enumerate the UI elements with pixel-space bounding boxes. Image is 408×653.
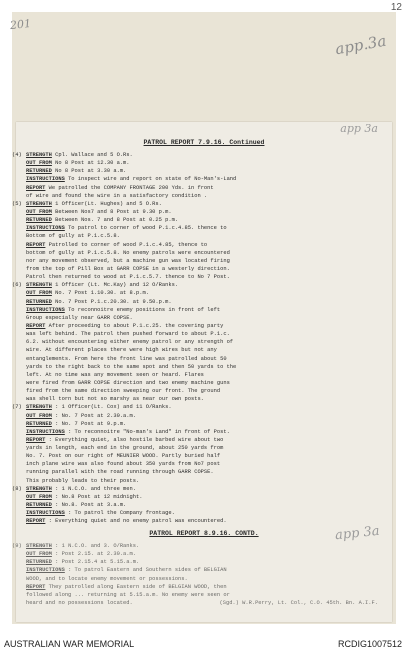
footer-record-id: RCDIG1007512 (337, 639, 402, 649)
field-text: running parallel with the road running through GARR COPSE. (26, 469, 214, 476)
report-line (26, 249, 372, 257)
report-line (12, 281, 372, 289)
field-text: : No. 7 Post at 9.p.m. (51, 420, 127, 427)
field-text: 1 Officer (Lt. Mc.Kay) and 12 O/Ranks. (51, 282, 179, 289)
report-line (26, 575, 372, 583)
report-line (26, 330, 372, 338)
field-text: 6.2. without encountering either enemy patrol or any strength of (26, 339, 234, 346)
patrol-number: (4) (12, 152, 22, 158)
report-line (26, 273, 372, 281)
page-number: 12 (390, 2, 402, 13)
field-text: followed along ... returning at 5.15.a.m. No enemy were seen or (26, 591, 230, 598)
field-text: heard and no possessions located. (26, 599, 133, 606)
field-text: Cpl. Wallace and 5 O.Rs. (51, 152, 133, 158)
field-label: STRENGTH (26, 404, 52, 411)
patrol-number: (7) (12, 404, 22, 411)
report-line (26, 314, 372, 322)
field-text: : No.8. Post at 3.a.m. (51, 502, 127, 509)
report-line (12, 403, 372, 411)
field-text: : Everything quiet and no enemy patrol was encountered. (45, 518, 227, 525)
field-label: RETURNED (26, 298, 52, 305)
field-label: RETURNED (26, 168, 52, 175)
report-title-2-text: PATROL REPORT 8.9.16. CONTD. (149, 530, 259, 537)
report-line (12, 485, 372, 493)
field-label: STRENGTH (26, 485, 52, 492)
field-label: INSTRUCTIONS (26, 176, 65, 183)
report-line (26, 175, 372, 183)
signature-line: (Sgd.) W.R.Perry, Lt. Col., C.O. 45th. Bn. A.I.F. (219, 600, 378, 606)
report-line (26, 192, 372, 200)
field-label: INSTRUCTIONS (26, 567, 65, 574)
field-text: : No.8 Post at 12 midnight. (51, 493, 143, 500)
report-body-2 (12, 542, 372, 607)
field-text: After proceeding to about P.1.c.25. the covering party (45, 322, 224, 329)
field-label: OUT FROM (26, 290, 52, 297)
field-text: of wire and found the wire in a satisfactory condition . (26, 192, 208, 199)
field-text: This probably leads to their posts. (26, 477, 140, 484)
pencil-annotation-top-right: app.3a (333, 31, 388, 59)
report-line (26, 591, 372, 599)
field-label: INSTRUCTIONS (26, 225, 65, 232)
field-text: They patrolled along Eastern side of BELGIAN WOOD, then (45, 583, 227, 590)
field-text: yards in length, each end in the ground, about 250 yards from (26, 445, 224, 452)
report-line (26, 322, 372, 330)
report-line (26, 224, 372, 232)
field-text: : To reconnoitre "No-man's Land" in front of Post. (64, 428, 230, 435)
report-line (26, 566, 372, 574)
field-label: INSTRUCTIONS (26, 306, 65, 313)
field-text: To inspect wire and report on state of No-Man's-Land (64, 176, 237, 183)
field-label: STRENGTH (26, 152, 52, 158)
report-line (26, 583, 372, 591)
report-line (26, 477, 372, 485)
patrol-number: (9) (12, 543, 22, 549)
field-label: OUT FROM (26, 412, 52, 419)
patrol-number: (5) (12, 200, 22, 207)
field-label: REPORT (26, 322, 46, 329)
patrol-number: (6) (12, 282, 22, 289)
report-line (26, 289, 372, 297)
field-text: Bottom of gully at P.1.c.5.8. (26, 233, 120, 240)
field-text: : To patrol the Company frontage. (64, 510, 175, 517)
field-text: were fired from GARR COPSE direction and two enemy machine guns (26, 379, 230, 386)
field-text: No. 7 Post 1.10.30. at 8.p.m. (51, 290, 149, 297)
field-text: No. 7. Post on our right of MEUNIER WOOD. Partly buried half (26, 453, 221, 460)
report-line (26, 265, 372, 273)
field-text: To reconnoitre enemy positions in front of left (64, 306, 221, 313)
field-label: RETURNED (26, 502, 52, 509)
field-text: nor any movement observed, but a machine gun was located firing (26, 257, 230, 264)
field-label: STRENGTH (26, 543, 52, 549)
field-text: : 1 N.C.O. and three men. (51, 485, 136, 492)
field-label: INSTRUCTIONS (26, 428, 65, 435)
field-label: RETURNED (26, 420, 52, 427)
report-line (26, 232, 372, 240)
report-line (26, 216, 372, 224)
report-line (26, 257, 372, 265)
field-text: was left behind. The patrol then pushed forward to about P.1.c. (26, 331, 230, 338)
field-label: STRENGTH (26, 200, 52, 207)
field-text: 1 Officer(Lt. Hughes) and 5 O.Rs. (51, 200, 162, 207)
report-title-text: PATROL REPORT 7.9.16. Continued (143, 139, 265, 146)
field-text: No 8 Post at 3.30 a.m. (51, 168, 127, 175)
report-line (26, 452, 372, 460)
field-label: RETURNED (26, 559, 52, 566)
report-line (12, 151, 372, 159)
report-line (26, 444, 372, 452)
field-label: REPORT (26, 436, 46, 443)
field-text: No. 7 Post P.1.c.20.30. at 9.50.p.m. (51, 298, 172, 305)
field-text: from the top of Pill Box at GARR COPSE in a westerly direction. (26, 265, 230, 272)
report-title-2 (0, 530, 408, 537)
field-label: STRENGTH (26, 282, 52, 289)
field-text: bottom of gully at P.1.c.5.8. No enemy patrols were encountered (26, 249, 230, 256)
report-line (26, 346, 372, 354)
field-text: Between Nos. 7 and 8 Post at 0.25 p.m. (51, 217, 179, 224)
field-text: : Everything quiet, also hostile barbed wire about two (45, 436, 224, 443)
report-line (26, 395, 372, 403)
report-line (26, 338, 372, 346)
field-text: was shell torn but not so marshy as near our own posts. (26, 396, 204, 403)
field-label: REPORT (26, 184, 46, 191)
field-text: left. At no time was any movement seen or heard. Flares (26, 371, 204, 378)
report-line (26, 298, 372, 306)
report-line (26, 167, 372, 175)
report-line (26, 387, 372, 395)
pencil-annotation-top-left: 201 (9, 16, 32, 33)
report-line (26, 159, 372, 167)
field-text: : 1 N.C.O. and 3. O/Ranks. (51, 543, 140, 549)
field-text: : To patrol Eastern and Southern sides of BELGIAN (64, 567, 227, 574)
report-line (26, 550, 372, 558)
report-line (26, 509, 372, 517)
field-text: entanglements. From here the front line was patrolled about 50 (26, 355, 227, 362)
field-text: : No. 7 Post at 2.30.a.m. (51, 412, 136, 419)
field-label: REPORT (26, 241, 46, 248)
report-line (26, 355, 372, 363)
patrol-number: (8) (12, 485, 22, 492)
report-line (26, 306, 372, 314)
field-label: INSTRUCTIONS (26, 510, 65, 517)
field-label: OUT FROM (26, 493, 52, 500)
report-line (26, 379, 372, 387)
field-label: REPORT (26, 518, 46, 525)
report-line (26, 412, 372, 420)
report-body (12, 151, 372, 525)
report-line (26, 428, 372, 436)
field-text: Between Nos7 and 8 Post at 9.30 p.m. (51, 208, 172, 215)
report-line (26, 460, 372, 468)
report-line (26, 184, 372, 192)
field-text: fired from the same direction sweeping our front. The ground (26, 388, 221, 395)
field-text: : Post 2.15. at 2.30.a.m. (51, 551, 136, 558)
report-title (0, 139, 408, 146)
report-line (26, 501, 372, 509)
report-line (26, 371, 372, 379)
pencil-annotation-bottom: app 3a (334, 523, 381, 544)
pencil-annotation-mid: app 3a (340, 122, 378, 135)
field-text: Patrol then returned to wood at P.1.c.5.7. thence to No 7 Post. (26, 274, 230, 281)
report-line (26, 241, 372, 249)
field-text: : Post 2.15.4 at 5.15.a.m. (51, 559, 140, 566)
report-line (26, 468, 372, 476)
report-line (12, 542, 372, 550)
field-label: OUT FROM (26, 160, 52, 167)
report-line (26, 208, 372, 216)
footer-institution: AUSTRALIAN WAR MEMORIAL (4, 639, 135, 649)
field-text: WOOD, and to locate enemy movement or possessions. (26, 575, 188, 582)
field-label: RETURNED (26, 217, 52, 224)
field-text: yards to the right back to the same spot and then 50 yards to the (26, 363, 237, 370)
field-text: wire. At different places there were high wires but not any (26, 347, 217, 354)
report-line (26, 517, 372, 525)
field-text: To patrol to corner of wood P.1.c.4.85. thence to (64, 225, 227, 232)
report-line (12, 200, 372, 208)
field-text: No 8 Post at 12.30 a.m. (51, 160, 130, 167)
field-text: We patrolled the COMPANY FRONTAGE 200 Yds. in front (45, 184, 214, 191)
field-label: OUT FROM (26, 208, 52, 215)
field-label: OUT FROM (26, 551, 52, 558)
field-text: : 1 Officer(Lt. Cox) and 11 O/Ranks. (51, 404, 172, 411)
field-text: inch plane wire was also found about 350 yards from No7 post (26, 461, 221, 468)
report-line (26, 436, 372, 444)
field-text: Patrolled to corner of wood P.1.c.4.85, thence to (45, 241, 208, 248)
report-line (26, 493, 372, 501)
report-line (26, 363, 372, 371)
footer-bar (0, 637, 408, 653)
report-line (26, 558, 372, 566)
report-line (26, 420, 372, 428)
field-label: REPORT (26, 583, 46, 590)
field-text: Group especially near GARR COPSE. (26, 314, 133, 321)
